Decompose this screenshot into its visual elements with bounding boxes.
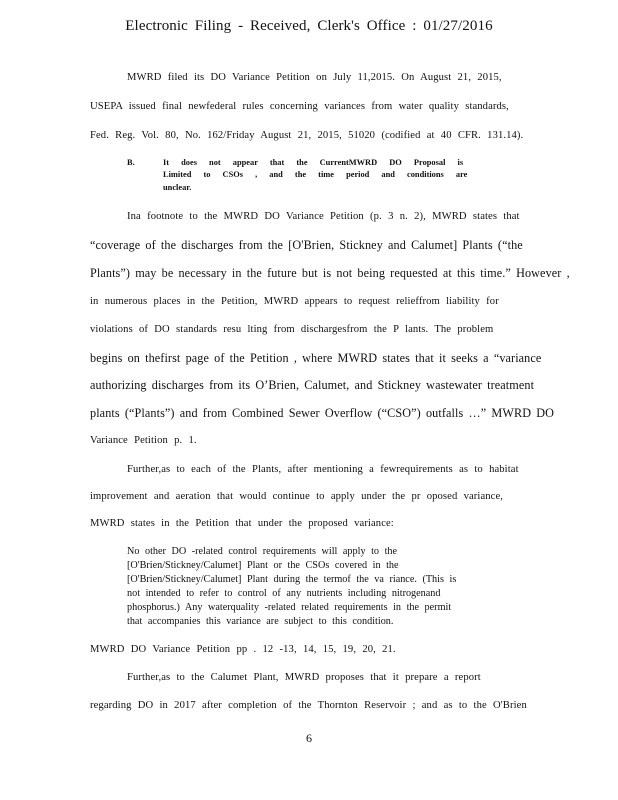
para1-line-3: Fed. Reg. Vol. 80, No. 162/Friday August 21, 2015, 51020 (codified at 40 CFR. 131.14).	[90, 130, 524, 141]
blockquote-line-5: phosphorus.) Any waterquality -related related requirements in the permit	[127, 602, 452, 613]
blockquote-line-4: not intended to refer to control of any nutrients including nitrogenand	[127, 588, 441, 599]
para3-line-2: improvement and aeration that would continue to apply under the pr oposed variance,	[90, 491, 504, 502]
heading-b-line-1: It does not appear that the CurrentMWRD DO Proposal is	[163, 158, 464, 167]
para2-line-7: authorizing discharges from its O’Brien, Calumet, and Stickney wastewater treatment	[90, 378, 535, 392]
heading-b-line-3: unclear.	[163, 183, 192, 192]
para2-line-6: begins on thefirst page of the Petition , where MWRD states that it seeks a “variance	[90, 351, 542, 365]
blockquote-line-3: [O'Brien/Stickney/Calumet] Plant during the termof the va riance. (This is	[127, 574, 457, 585]
para3-line-1: Further,as to each of the Plants, after mentioning a fewrequirements as to habitat	[127, 464, 519, 475]
para2-line-1: Ina footnote to the MWRD DO Variance Petition (p. 3 n. 2), MWRD states that	[127, 211, 520, 222]
para4-line-1: Further,as to the Calumet Plant, MWRD proposes that it prepare a report	[127, 672, 481, 683]
para4-line-2: regarding DO in 2017 after completion of the Thornton Reservoir ; and as to the O'Brien	[90, 700, 527, 711]
para2-line-4: in numerous places in the Petition, MWRD appears to request relieffrom liability for	[90, 296, 499, 307]
blockquote-line-1: No other DO -related control requirements will apply to the	[127, 546, 398, 557]
para2-line-8: plants (“Plants”) and from Combined Sewer Overflow (“CSO”) outfalls …” MWRD DO	[90, 406, 555, 420]
blockquote-line-6: that accompanies this variance are subject to this condition.	[127, 616, 394, 627]
para2-line-9: Variance Petition p. 1.	[90, 435, 197, 446]
para2-line-5: violations of DO standards resu lting from dischargesfrom the P lants. The problem	[90, 324, 494, 335]
heading-b-line-2: Limited to CSOs , and the time period and conditions are	[163, 170, 468, 179]
heading-b-label: B.	[127, 158, 135, 167]
para1-line-2: USEPA issued final newfederal rules concerning variances from water quality standards,	[90, 101, 509, 112]
para2-line-2: “coverage of the discharges from the [O'Brien, Stickney and Calumet] Plants (“the	[90, 238, 523, 252]
para1-line-1: MWRD filed its DO Variance Petition on July 11,2015. On August 21, 2015,	[127, 72, 502, 83]
filing-header: Electronic Filing - Received, Clerk's Office : 01/27/2016	[125, 18, 493, 34]
para2-line-3: Plants”) may be necessary in the future but is not being requested at this time.” However ,	[90, 266, 570, 280]
citation: MWRD DO Variance Petition pp . 12 -13, 14, 15, 19, 20, 21.	[90, 644, 396, 655]
para3-line-3: MWRD states in the Petition that under the proposed variance:	[90, 518, 394, 529]
blockquote-line-2: [O'Brien/Stickney/Calumet] Plant or the CSOs covered in the	[127, 560, 399, 571]
page-number: 6	[306, 731, 312, 745]
